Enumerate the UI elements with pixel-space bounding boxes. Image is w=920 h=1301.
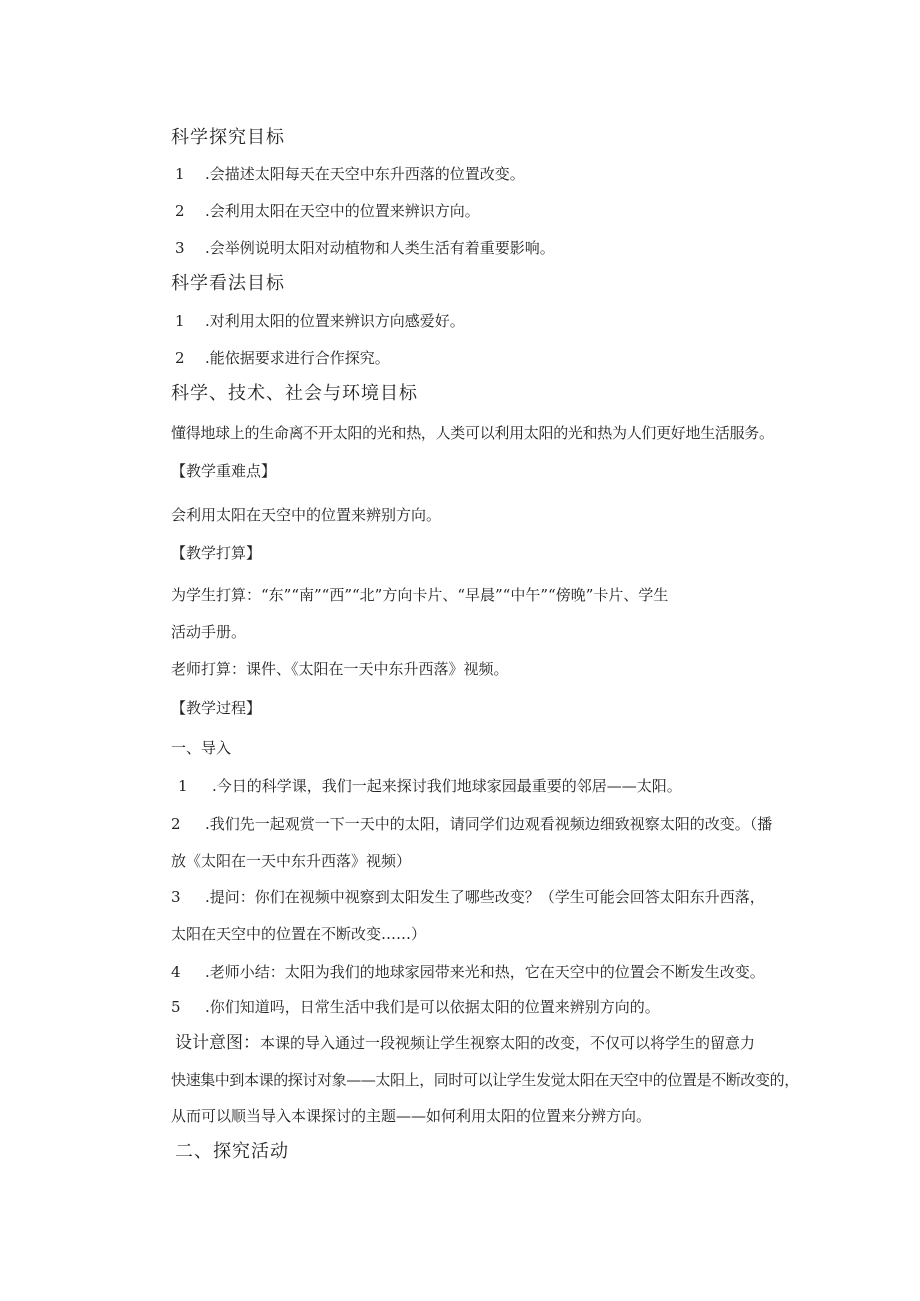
item-number: 5 bbox=[171, 998, 181, 1016]
process-item-5 bbox=[171, 997, 660, 1017]
design-intent-line-3: 从而可以顺当导入本课探讨的主题——如何利用太阳的位置来分辨方向。 bbox=[171, 1107, 652, 1125]
section-heading-key-points: 【教学重难点】 bbox=[171, 462, 277, 480]
item-number: 4 bbox=[171, 963, 181, 981]
process-item-3-continuation: 太阳在天空中的位置在不断改变……） bbox=[171, 925, 427, 943]
inquiry-goal-item-2 bbox=[175, 201, 480, 221]
item-text: .能依据要求进行合作探究。 bbox=[205, 349, 390, 367]
item-text: .你们知道吗，日常生活中我们是可以依据太阳的位置来辨别方向的。 bbox=[205, 998, 660, 1016]
process-item-4 bbox=[171, 962, 765, 982]
item-text: .会举例说明太阳对动植物和人类生活有着重要影响。 bbox=[205, 239, 555, 257]
process-part2-title: 二、探究活动 bbox=[175, 1141, 289, 1162]
section-heading-sts-goals: 科学、技术、社会与环境目标 bbox=[171, 383, 418, 404]
item-number: 2 bbox=[175, 349, 185, 367]
item-text: .今日的科学课，我们一起来探讨我们地球家园最重要的邻居——太阳。 bbox=[212, 777, 682, 795]
inquiry-goal-item-3 bbox=[175, 238, 555, 258]
item-number: 2 bbox=[171, 815, 181, 833]
inquiry-goal-item-1 bbox=[175, 164, 525, 184]
process-item-2-continuation: 放《太阳在一天中东升西落》视频） bbox=[171, 852, 412, 870]
item-text: .对利用太阳的位置来辨识方向感爱好。 bbox=[205, 312, 465, 330]
item-number: 1 bbox=[178, 777, 188, 795]
preparation-teacher-line: 老师打算：课件、《太阳在一天中东升西落》视频。 bbox=[171, 660, 509, 678]
item-text: .会利用太阳在天空中的位置来辨识方向。 bbox=[205, 202, 480, 220]
item-text: .提问：你们在视频中视察到太阳发生了哪些改变？（学生可能会回答太阳东升西落， bbox=[205, 888, 765, 906]
process-item-1 bbox=[178, 776, 682, 796]
process-item-3 bbox=[171, 887, 765, 907]
item-number: 1 bbox=[175, 312, 185, 330]
item-number: 1 bbox=[175, 165, 185, 183]
item-text: .老师小结：太阳为我们的地球家园带来光和热，它在天空中的位置会不断发生改变。 bbox=[205, 963, 765, 981]
section-heading-inquiry-goals: 科学探究目标 bbox=[171, 127, 285, 148]
section-heading-process: 【教学过程】 bbox=[171, 699, 262, 717]
item-number: 2 bbox=[175, 202, 185, 220]
section-heading-attitude-goals: 科学看法目标 bbox=[171, 273, 285, 294]
sts-goal-text: 懂得地球上的生命离不开太阳的光和热，人类可以利用太阳的光和热为人们更好地生活服务。 bbox=[171, 424, 774, 442]
item-text: .我们先一起观赏一下一天中的太阳，请同学们边观看视频边细致视察太阳的改变。（播 bbox=[205, 815, 773, 833]
preparation-student-line-1: 为学生打算：“东”“南”“西”“北”方向卡片、“早晨”“中午”“傍晚”卡片、学生 bbox=[171, 586, 669, 604]
item-number: 3 bbox=[171, 888, 181, 906]
design-intent-line-2: 快速集中到本课的探讨对象——太阳上，同时可以让学生发觉太阳在天空中的位置是不断改变的， bbox=[171, 1071, 799, 1089]
section-heading-preparation: 【教学打算】 bbox=[171, 544, 262, 562]
item-text: .会描述太阳每天在天空中东升西落的位置改变。 bbox=[205, 165, 525, 183]
process-part1-title: 一、导入 bbox=[171, 739, 232, 757]
attitude-goal-item-1 bbox=[175, 311, 465, 331]
design-intent-line-1 bbox=[175, 1033, 755, 1053]
item-number: 3 bbox=[175, 239, 185, 257]
preparation-student-line-2: 活动手册。 bbox=[171, 623, 247, 641]
key-points-text: 会利用太阳在天空中的位置来辨别方向。 bbox=[171, 506, 442, 524]
design-intent-label: 设计意图： bbox=[175, 1033, 260, 1053]
design-intent-text: 本课的导入通过一段视频让学生视察太阳的改变，不仅可以将学生的留意力 bbox=[260, 1034, 756, 1052]
process-item-2 bbox=[171, 814, 772, 834]
attitude-goal-item-2 bbox=[175, 348, 390, 368]
